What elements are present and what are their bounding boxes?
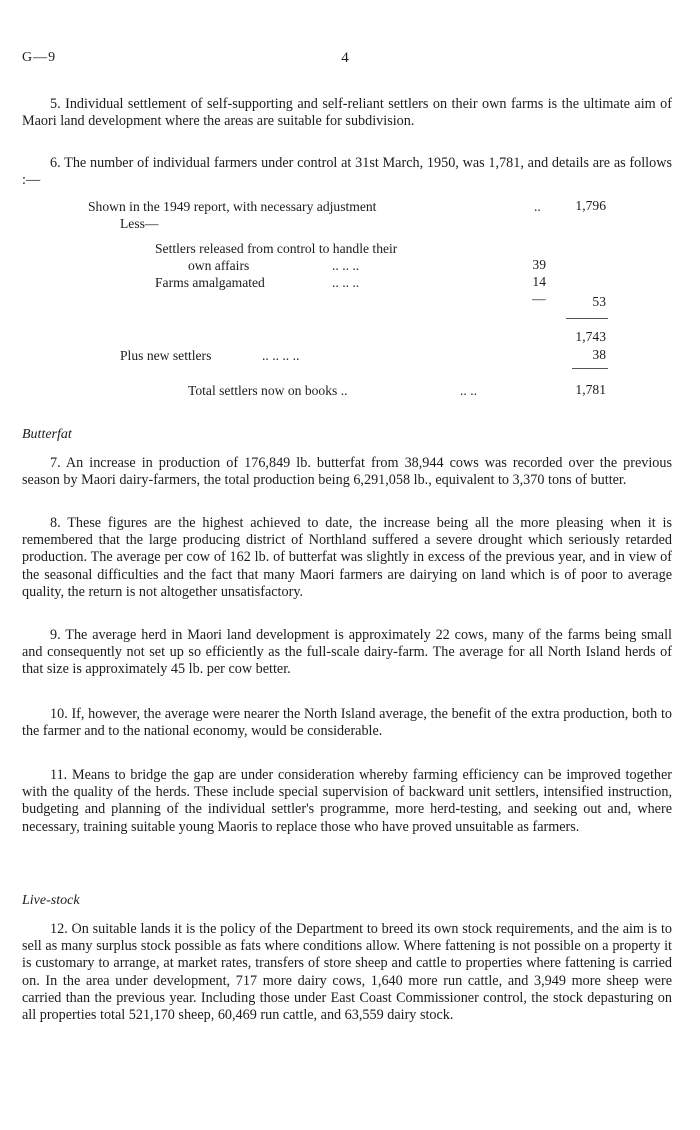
butterfat-heading: Butterfat xyxy=(22,427,72,442)
less-label: Less— xyxy=(120,216,159,231)
paragraph-10: 10. If, however, the average were nearer the North Island average, the benefit of the extra production, both to the farmer and to the national economy, would be considerable. xyxy=(22,706,672,740)
amalgamated-dots: .. .. .. xyxy=(332,275,360,290)
amalgamated-value: 14 xyxy=(532,274,546,289)
document-reference: G—9 xyxy=(22,50,57,65)
dash-mark: — xyxy=(532,291,546,306)
shown-label: Shown in the 1949 report, with necessary adjustment xyxy=(88,199,377,214)
shown-dots: .. xyxy=(534,199,541,214)
paragraph-8: 8. These figures are the highest achieved to date, the increase being all the more pleasing when it is remembered that the large producing district of Northland suffered a severe drought which seriously retarded production. The average per cow of 162 lb. of butterfat was slightly in excess of the previous year, and in view of the seasonal difficulties and the fact that many Maori farmers are dairying on land which is of poor to average quality, the return is not altogether unsatisfactory. xyxy=(22,515,672,600)
paragraph-12: 12. On suitable lands it is the policy of the Department to breed its own stock requirements, and the aim is to sell as many surplus stock possible as fats where conditions allow. Where fattening is not possible on a property it is customary to arrange, at market rates, transfers of store sheep and cattle to properties where fattening is carried on. In the area under development, 717 more dairy cows, 1,640 more run cattle, and 3,949 more sheep were carried than the previous year. Including those under East Coast Commissioner control, the stock depasturing on all properties total 521,170 sheep, 60,469 run cattle, and 63,559 dairy stock. xyxy=(22,921,672,1024)
released-dots: .. .. .. xyxy=(332,258,360,273)
total-label: Total settlers now on books .. xyxy=(188,383,348,398)
subtotal-rule xyxy=(566,318,608,319)
released-value: 39 xyxy=(532,257,546,272)
total-rule xyxy=(572,368,608,369)
released-label-line2: own affairs xyxy=(188,258,250,273)
paragraph-11: 11. Means to bridge the gap are under consideration whereby farming efficiency can be improved together with the quality of the herds. These include special supervision of backward unit settlers, intensified instruction, budgeting and planning of the individual settler's programme, more herd-testing, and seeking out and, where necessary, training suitable young Maoris to replace those who have proved unsuitable as farmers. xyxy=(22,767,672,835)
paragraph-5: 5. Individual settlement of self-supporting and self-reliant settlers on their own farms is the ultimate aim of Maori land development where the areas are suitable for subdivision. xyxy=(22,96,672,130)
plus-label: Plus new settlers xyxy=(120,348,212,363)
released-label-line1: Settlers released from control to handle their xyxy=(155,241,398,256)
livestock-heading: Live-stock xyxy=(22,893,80,908)
less-total: 53 xyxy=(592,294,606,309)
total-value: 1,781 xyxy=(575,382,606,397)
amalgamated-label: Farms amalgamated xyxy=(155,275,265,290)
plus-dots: .. .. .. .. xyxy=(262,348,300,363)
plus-value: 38 xyxy=(592,347,606,362)
paragraph-6: 6. The number of individual farmers under control at 31st March, 1950, was 1,781, and details are as follows :— xyxy=(22,155,672,189)
paragraph-9: 9. The average herd in Maori land development is approximately 22 cows, many of the farms being small and consequently not set up so efficiently as the full-scale dairy-farm. The average for all North Island herds of that size is approximately 45 lb. per cow better. xyxy=(22,627,672,678)
shown-value: 1,796 xyxy=(575,198,606,213)
paragraph-7: 7. An increase in production of 176,849 lb. butterfat from 38,944 cows was recorded over the previous season by Maori dairy-farmers, the total production being 6,291,058 lb., equivalent to 3,370 tons of butter. xyxy=(22,455,672,489)
subtotal-value: 1,743 xyxy=(575,329,606,344)
page-number: 4 xyxy=(341,50,349,66)
total-dots: .. .. xyxy=(460,383,477,398)
